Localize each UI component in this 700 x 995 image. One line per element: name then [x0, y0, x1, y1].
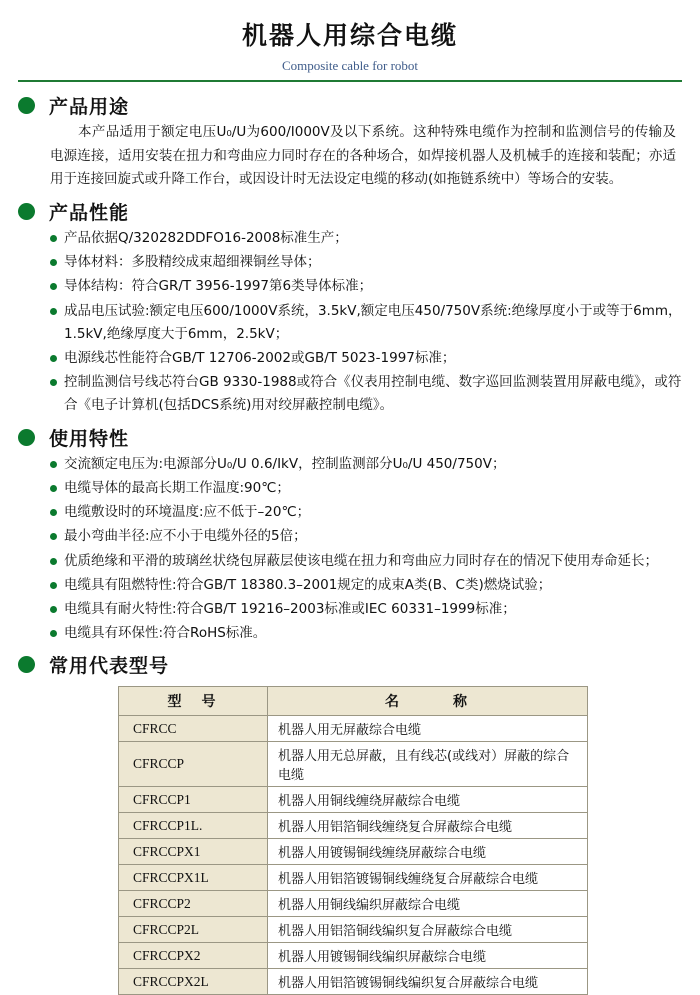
model-code: CFRCCPX2L — [119, 969, 268, 995]
list-item: 电缆导体的最高长期工作温度:90℃； — [50, 477, 682, 500]
list-item: 交流额定电压为:电源部分U₀/U 0.6/IkV，控制监测部分U₀/U 450/750V； — [50, 453, 682, 476]
title-chinese: 机器人用综合电缆 — [241, 21, 458, 50]
section-product-performance — [18, 198, 682, 418]
column-header-model: 型 号 — [119, 687, 268, 716]
section-title: 产品性能 — [49, 201, 130, 224]
model-code: CFRCCP1 — [119, 787, 268, 813]
table-row — [119, 787, 588, 813]
product-use-paragraph: 本产品适用于额定电压U₀/U为600/I000V及以下系统。这种特殊电缆作为控制和监测信号的传输及电源连接，适用安装在扭力和弯曲应力同时存在的各种场合，如焊接机器人及机械手的连接和装配；亦适用于连接回旋式或升降工作台，或因设计时无法设定电缆的移动(如拖链系统中）等场合的安装。 — [50, 124, 676, 188]
model-code: CFRCCP — [119, 742, 268, 787]
model-code: CFRCCPX1L — [119, 865, 268, 891]
list-item: 控制监测信号线芯符台GB 9330-1988或符合《仪表用控制电缆、数字巡回监测装置用屏蔽电缆》，或符合《电子计算机(包括DCS系统)用对绞屏蔽控制电缆》。 — [50, 371, 682, 417]
list-item: 电缆具有环保性:符合RoHS标准。 — [50, 622, 682, 645]
table-row — [119, 917, 588, 943]
section-title: 常用代表型号 — [49, 655, 170, 678]
model-name: 机器人用铝箔镀锡铜线缠绕复合屏蔽综合电缆 — [268, 865, 588, 891]
list-item: 最小弯曲半径:应不小于电缆外径的5倍； — [50, 525, 682, 548]
model-name: 机器人用无屏蔽综合电缆 — [268, 716, 588, 742]
section-header — [18, 92, 682, 119]
green-circle-icon — [18, 429, 35, 446]
model-name: 机器人用铝箔镀锡铜线编织复合屏蔽综合电缆 — [268, 969, 588, 995]
list-item: 产品依据Q/320282DDFO16-2008标准生产； — [50, 227, 682, 250]
list-item: 电缆具有阻燃特性:符合GB/T 18380.3–2001规定的成束A类(B、C类)燃烧试验； — [50, 574, 682, 597]
green-circle-icon — [18, 656, 35, 673]
table-row — [119, 865, 588, 891]
models-table — [118, 686, 588, 995]
list-item: 成品电压试验:额定电压600/1000V系统，3.5kV,额定电压450/750V系统:绝缘厚度小于或等于6mm，1.5kV,绝缘厚度大于6mm，2.5kV； — [50, 300, 682, 346]
table-row — [119, 813, 588, 839]
section-common-models — [18, 651, 682, 995]
performance-list — [18, 227, 682, 418]
section-title: 产品用途 — [49, 96, 130, 118]
model-name: 机器人用铜线编织屏蔽综合电缆 — [268, 891, 588, 917]
model-code: CFRCCP1L. — [119, 813, 268, 839]
table-row — [119, 716, 588, 742]
section-title: 使用特性 — [49, 427, 130, 450]
model-name: 机器人用镀锡铜线缠绕屏蔽综合电缆 — [268, 839, 588, 865]
table-row — [119, 943, 588, 969]
table-row — [119, 969, 588, 995]
header-divider — [18, 80, 682, 82]
list-item: 导体结构：符合GR/T 3956-1997第6类导体标准； — [50, 275, 682, 298]
model-code: CFRCCP2 — [119, 891, 268, 917]
list-item: 电缆具有耐火特性:符合GB/T 19216–2003标准或IEC 60331–1999标准； — [50, 598, 682, 621]
model-name: 机器人用铝箔铜线编织复合屏蔽综合电缆 — [268, 917, 588, 943]
usage-list — [18, 453, 682, 646]
model-code: CFRCCPX1 — [119, 839, 268, 865]
model-code: CFRCCPX2 — [119, 943, 268, 969]
section-header — [18, 198, 682, 225]
model-name: 机器人用铝箔铜线缠绕复合屏蔽综合电缆 — [268, 813, 588, 839]
column-header-name: 名 称 — [268, 687, 588, 716]
model-name: 机器人用镀锡铜线编织屏蔽综合电缆 — [268, 943, 588, 969]
section-usage-characteristics — [18, 424, 682, 646]
list-item: 优质绝缘和平滑的玻璃丝状绕包屏蔽层使该电缆在扭力和弯曲应力同时存在的情况下使用寿命延长； — [50, 550, 682, 573]
section-header — [18, 424, 682, 451]
model-code: CFRCC — [119, 716, 268, 742]
model-code: CFRCCP2L — [119, 917, 268, 943]
green-circle-icon — [18, 97, 35, 114]
list-item: 导体材料：多股精绞成束超细裸铜丝导体； — [50, 251, 682, 274]
table-row — [119, 839, 588, 865]
list-item: 电缆敷设时的环境温度:应不低于–20℃； — [50, 501, 682, 524]
table-row — [119, 742, 588, 787]
table-row — [119, 891, 588, 917]
table-header-row — [119, 687, 588, 716]
model-name: 机器人用铜线缠绕屏蔽综合电缆 — [268, 787, 588, 813]
page-title — [18, 16, 682, 74]
section-product-use — [18, 92, 682, 192]
green-circle-icon — [18, 203, 35, 220]
section-header — [18, 651, 682, 678]
title-english: Composite cable for robot — [281, 58, 419, 73]
list-item: 电源线芯性能符合GB/T 12706-2002或GB/T 5023-1997标准； — [50, 347, 682, 370]
model-name: 机器人用无总屏蔽，且有线芯(或线对）屏蔽的综合电缆 — [268, 742, 588, 787]
